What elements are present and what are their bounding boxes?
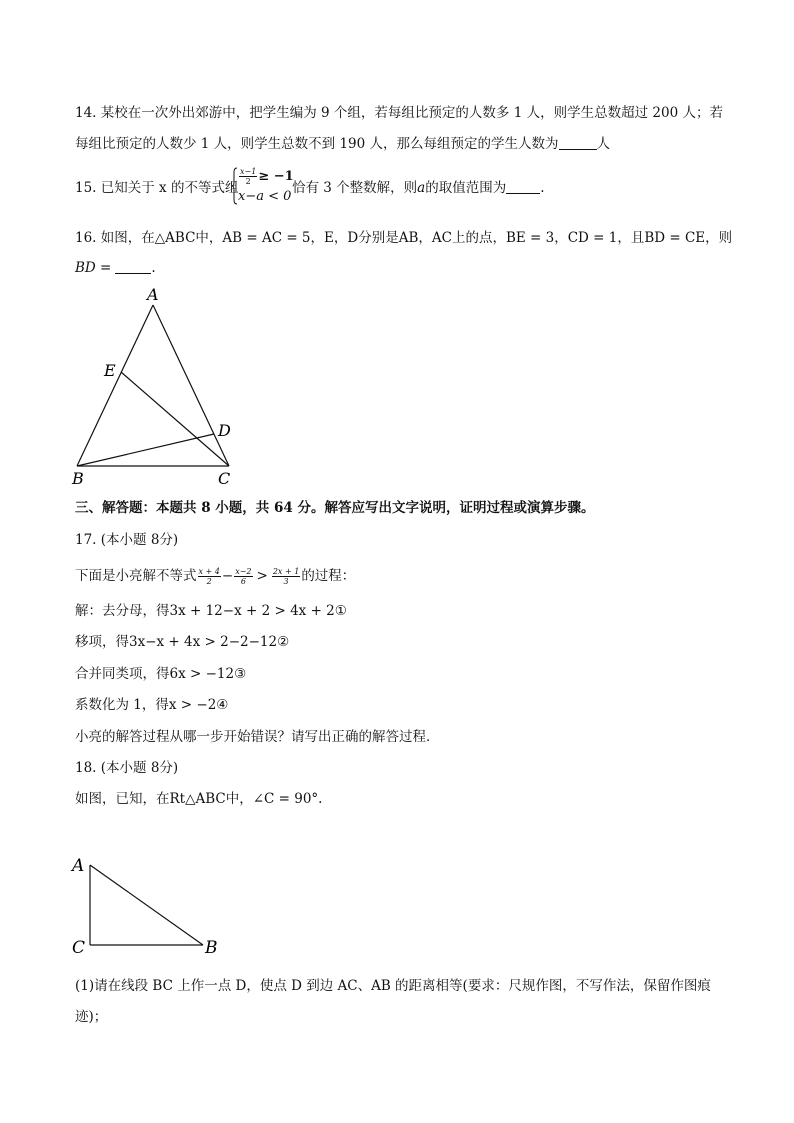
q17-gt: > <box>256 568 268 584</box>
q15-ineq1-fraction <box>239 167 257 186</box>
q17-fraction-2 <box>234 567 252 586</box>
q16-side-ab <box>77 305 153 466</box>
q18-label-a: A <box>72 856 85 876</box>
q17-step4-text: 系数化为 1，得x > −2④ <box>75 697 229 713</box>
q18-label-c: C <box>72 938 86 958</box>
q17-minus: − <box>221 568 234 584</box>
q15-ineq1 <box>238 167 294 186</box>
q18-header-text: 18. (本小题 8分) <box>75 760 179 776</box>
q17-f3-num: 2x + 1 <box>272 567 300 576</box>
q16-segment-bd <box>77 434 214 466</box>
q17-intro <box>75 566 355 586</box>
q18-intro <box>75 789 322 809</box>
q16-line1 <box>75 228 732 248</box>
q17-question-text: 小亮的解答过程从哪一步开始错误？请写出正确的解答过程． <box>75 729 440 745</box>
q14-line1 <box>75 103 723 123</box>
section3-text: 三、解答题：本题共 8 小题，共 64 分。解答应写出文字说明，证明过程或演算步骤。 <box>75 500 595 516</box>
q17-step2 <box>75 632 289 652</box>
q16-line2 <box>75 258 156 278</box>
section3-heading <box>75 498 594 518</box>
q17-f2-den: 6 <box>240 577 246 586</box>
q14-text-2: 每组比预定的人数少 1 人，则学生总数不到 190 人，那么每组预定的学生人数为 <box>75 136 559 152</box>
q15-suffix-line <box>292 178 545 198</box>
q15-ineq2: x−a < 0 <box>238 189 292 204</box>
q16-answer-blank[interactable] <box>115 259 151 274</box>
q14-answer-blank[interactable] <box>559 135 597 150</box>
q17-fraction-3 <box>272 567 300 586</box>
q16-label-b: B <box>72 469 84 488</box>
q17-step4 <box>75 695 228 715</box>
q15-answer-blank[interactable] <box>506 179 540 194</box>
q18-intro-text: 如图，已知，在Rt△ABC中，∠C = 90°. <box>75 791 323 807</box>
q16-segment-ce <box>121 372 229 466</box>
q15-inequality-system <box>232 167 292 207</box>
q18-side-ab <box>90 865 203 945</box>
q16-side-ac <box>153 305 229 466</box>
q17-header-text: 17. (本小题 8分) <box>75 532 179 548</box>
q16-end: . <box>151 260 156 276</box>
q15-ineq1-num: x−1 <box>240 167 257 176</box>
q17-fraction-1 <box>198 567 221 586</box>
q14-unit: 人 <box>596 136 611 152</box>
q18-part1-text-1: (1)请在线段 BC 上作一点 D，使点 D 到边 AC、AB 的距离相等(要求：尺规作图，不写作法，保留作图痕 <box>75 978 711 994</box>
q16-label-c: C <box>218 469 231 488</box>
q17-header <box>75 530 178 550</box>
q17-step2-text: 移项，得3x−x + 4x > 2−2−12② <box>75 634 290 650</box>
q15-prefix: 15. 已知关于 x 的不等式组 <box>75 180 239 196</box>
q16-label-e: E <box>104 361 116 380</box>
q17-step1 <box>75 601 347 621</box>
q18-part1-line2 <box>75 1007 107 1027</box>
q16-label-a: A <box>147 285 159 304</box>
q17-f1-num: x + 4 <box>198 567 220 576</box>
q17-step3-text: 合并同类项，得6x > −12③ <box>75 666 247 682</box>
q15-var: a <box>417 180 426 196</box>
q18-header <box>75 758 178 778</box>
q15-suffix-a: 恰有 3 个整数解，则 <box>292 180 418 196</box>
q18-part1-text-2: 迹)； <box>75 1009 108 1025</box>
q16-label-d: D <box>218 421 231 440</box>
q17-intro-b: 的过程： <box>301 568 356 584</box>
q17-intro-a: 下面是小亮解不等式 <box>75 568 197 584</box>
q14-text-1: 14. 某校在一次外出郊游中，把学生编为 9 个组，若每组比预定的人数多 1 人，则学生总数超过 200 人；若 <box>75 105 723 121</box>
q15-prefix-line <box>75 178 238 198</box>
q16-text-2: BD = <box>75 260 112 276</box>
q17-step1-text: 解：去分母，得3x + 12−x + 2 > 4x + 2① <box>75 603 347 619</box>
q15-ineq1-den: 2 <box>245 177 251 186</box>
q14-line2 <box>75 134 610 154</box>
q18-label-b: B <box>205 938 218 958</box>
q17-f3-den: 3 <box>283 577 289 586</box>
q17-f1-den: 2 <box>206 577 212 586</box>
q16-text-1: 16. 如图，在△ABC中，AB = AC = 5，E，D分别是AB，AC上的点，BE = 3，CD = 1，且BD = CE，则 <box>75 230 733 246</box>
q15-suffix-b: 的取值范围为 <box>425 180 507 196</box>
q17-f2-num: x−2 <box>235 567 252 576</box>
q17-question <box>75 727 440 747</box>
q15-end: . <box>540 180 545 196</box>
q18-part1-line1 <box>75 976 711 996</box>
q17-step3 <box>75 664 246 684</box>
q15-ineq1-rest: ≥ −1 <box>258 169 294 184</box>
